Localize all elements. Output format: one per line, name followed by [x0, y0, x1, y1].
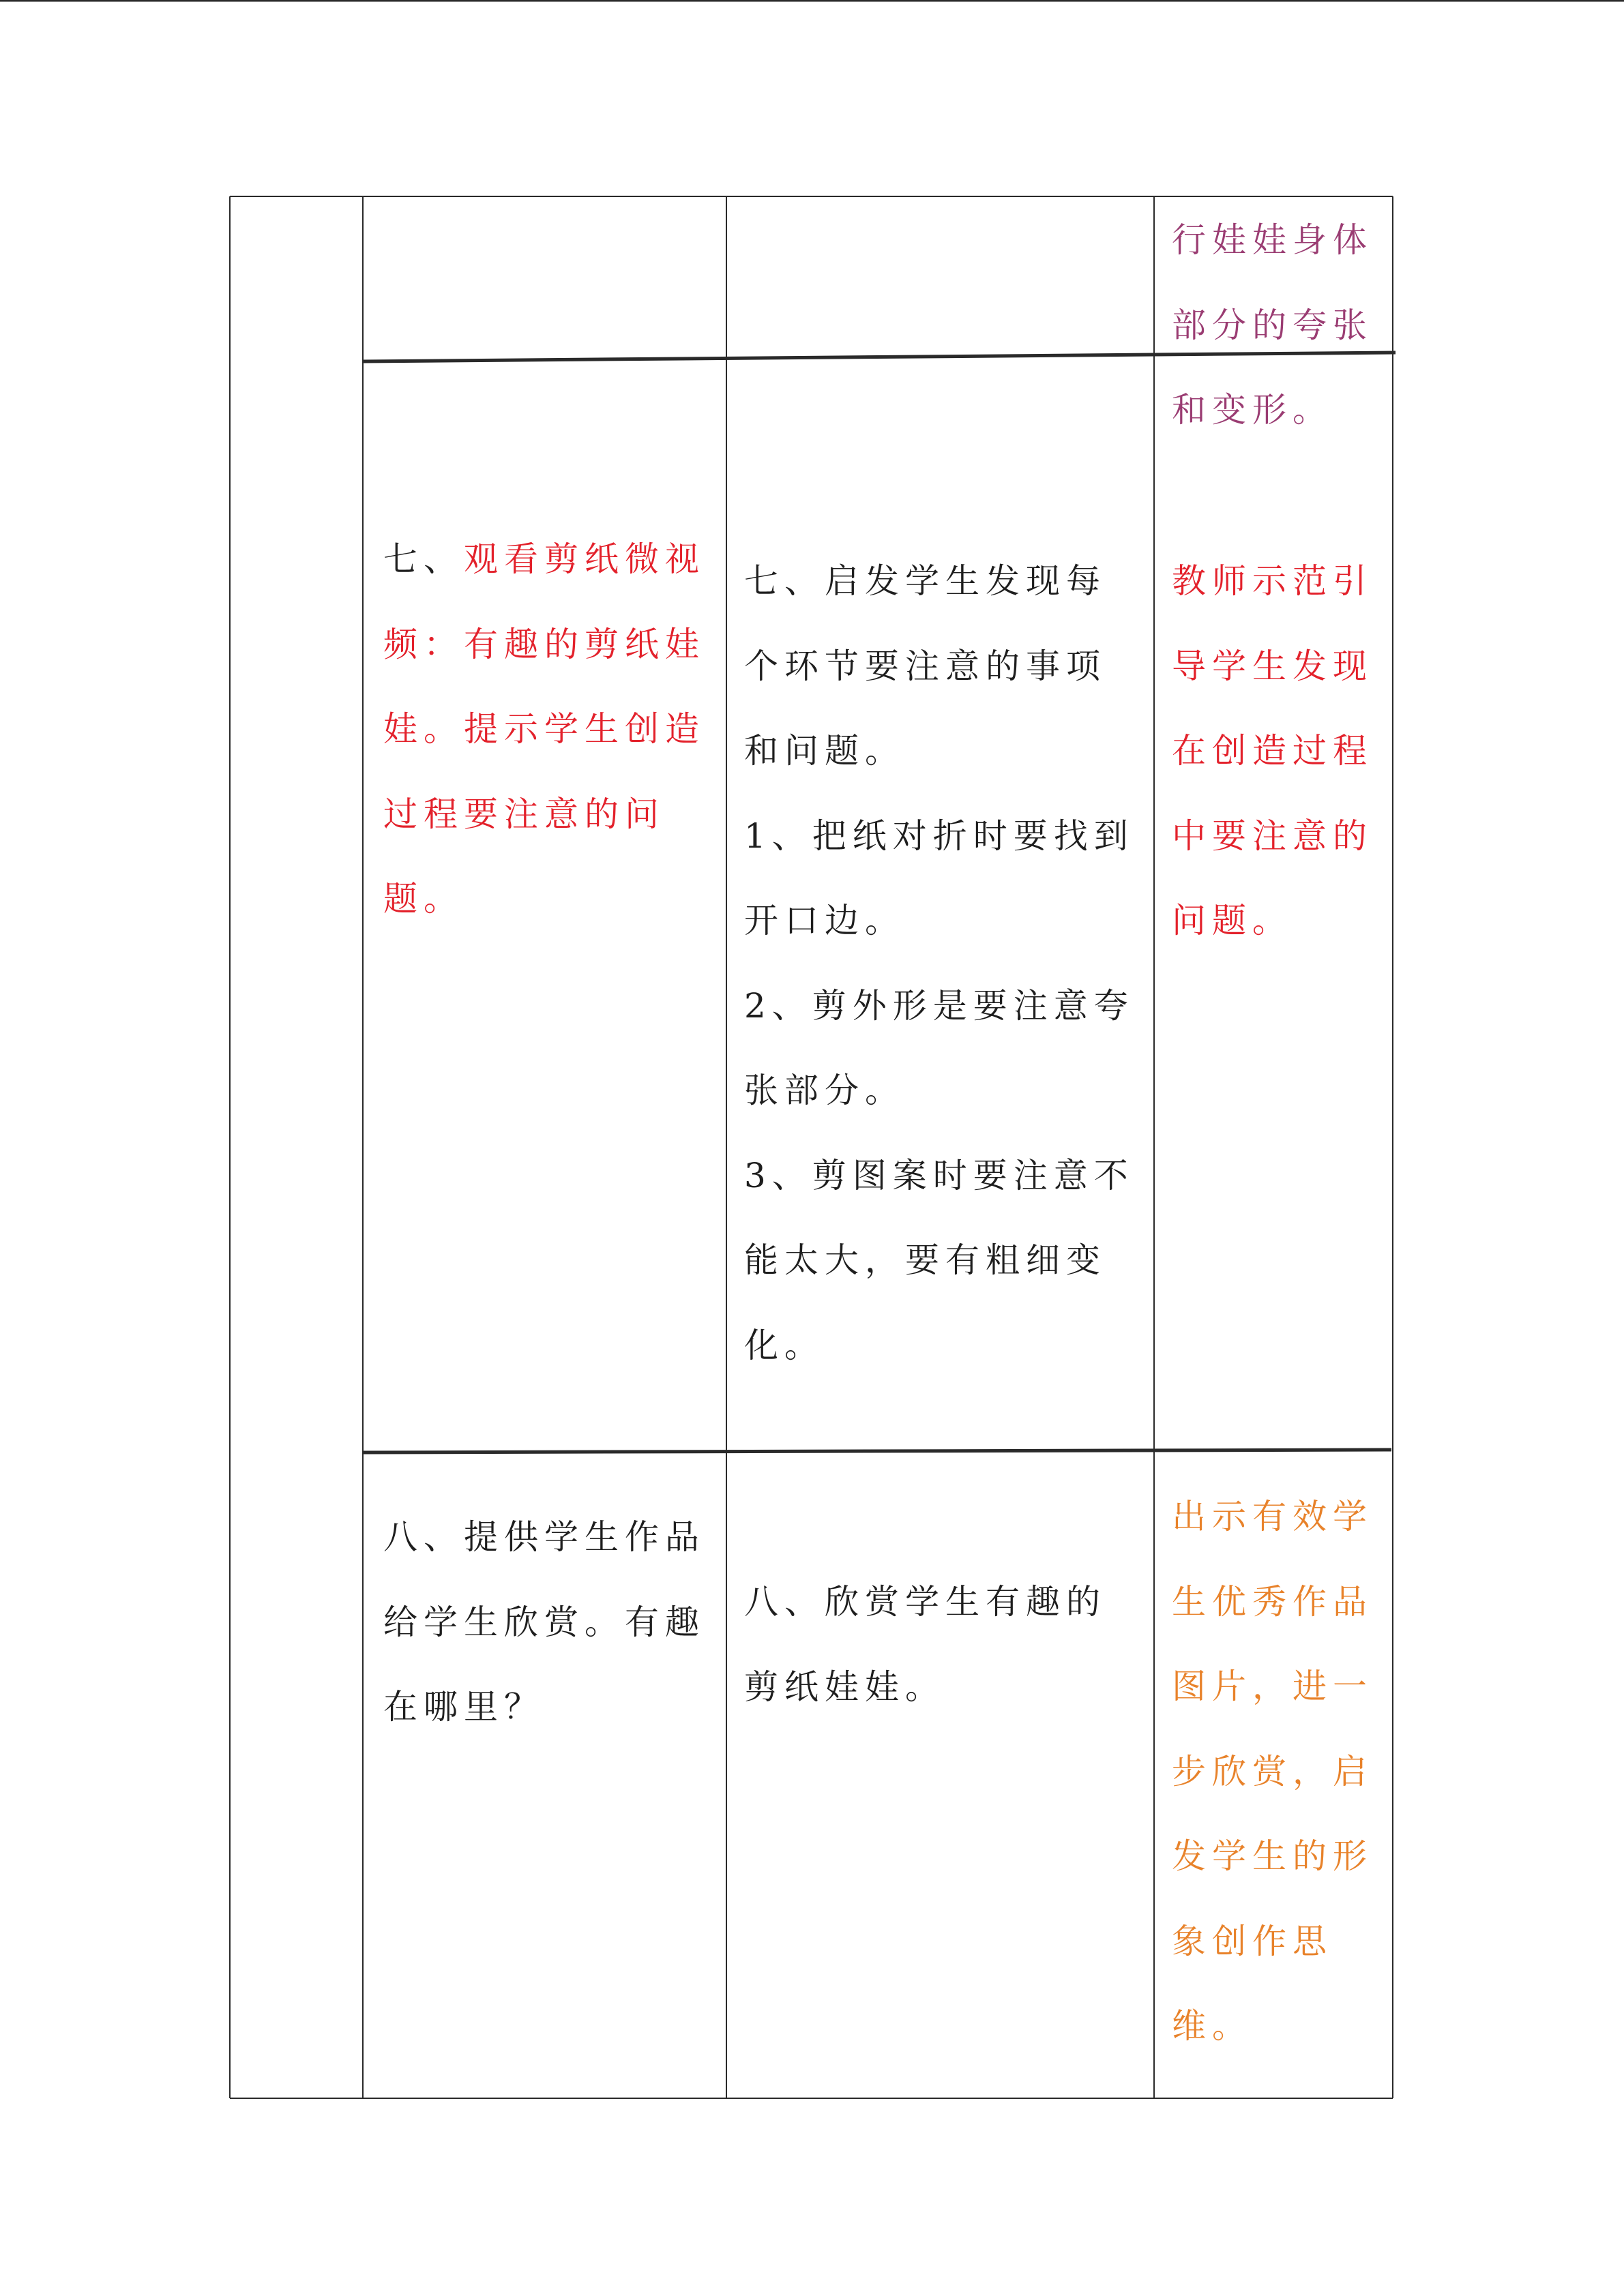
row3-col2-text	[383, 1495, 705, 1750]
text-line: 出示有效学	[1172, 1497, 1373, 1536]
text-line: 3、剪图案时要注意不	[744, 1155, 1134, 1195]
text-line: 导学生发现	[1172, 646, 1373, 686]
row1-col4-text	[1172, 198, 1373, 368]
section-number: 七、	[383, 539, 464, 579]
text-line: 在创造过程	[1172, 731, 1373, 771]
text-line: 剪纸娃娃。	[744, 1667, 945, 1707]
text-line: 个环节要注意的事项	[744, 646, 1106, 686]
row2-col4-continued-text	[1172, 368, 1333, 453]
text-line: 题。	[383, 879, 464, 919]
text-line: 1、把纸对折时要找到	[744, 816, 1134, 856]
text-line: 和变形。	[1172, 390, 1333, 430]
text-line: 维。	[1172, 2006, 1252, 2046]
text-fragment: 观看剪纸微视	[464, 539, 705, 579]
text-line: 和问题。	[744, 731, 905, 771]
text-line: 张部分。	[744, 1071, 905, 1110]
row3-col3-text	[744, 1560, 1106, 1729]
row-divider-2	[363, 1450, 1391, 1452]
text-line: 教师示范引	[1172, 561, 1373, 601]
text-line: 中要注意的	[1172, 816, 1373, 856]
text-line: 八、提供学生作品	[383, 1517, 705, 1557]
text-line: 图片，进一	[1172, 1667, 1373, 1706]
text-line: 给学生欣赏。有趣	[383, 1602, 705, 1642]
text-line	[383, 517, 705, 602]
text-line: 开口边。	[744, 901, 905, 940]
text-line: 频：有趣的剪纸娃	[383, 624, 705, 664]
text-line: 步欣赏，启	[1172, 1751, 1373, 1791]
text-line: 问题。	[1172, 901, 1293, 940]
row3-col4-text	[1172, 1474, 1373, 2069]
row2-col4-text	[1172, 539, 1373, 964]
text-line: 发学生的形	[1172, 1836, 1373, 1876]
text-line: 化。	[744, 1325, 825, 1365]
text-line: 生优秀作品	[1172, 1581, 1373, 1622]
row2-col2-text	[383, 517, 705, 942]
text-line: 过程要注意的问	[383, 794, 665, 834]
text-line: 象创作思	[1172, 1921, 1333, 1961]
text-line: 能太大，要有粗细变	[744, 1240, 1106, 1280]
text-line: 八、欣赏学生有趣的	[744, 1582, 1106, 1622]
text-line: 娃。提示学生创造	[383, 709, 705, 749]
text-line: 在哪里？	[383, 1687, 544, 1727]
text-line: 部分的夸张	[1172, 305, 1373, 345]
text-line: 2、剪外形是要注意夸	[744, 985, 1134, 1026]
text-line: 行娃娃身体	[1172, 220, 1373, 260]
row2-col3-text	[744, 539, 1134, 1388]
text-line: 七、启发学生发现每	[744, 561, 1106, 601]
